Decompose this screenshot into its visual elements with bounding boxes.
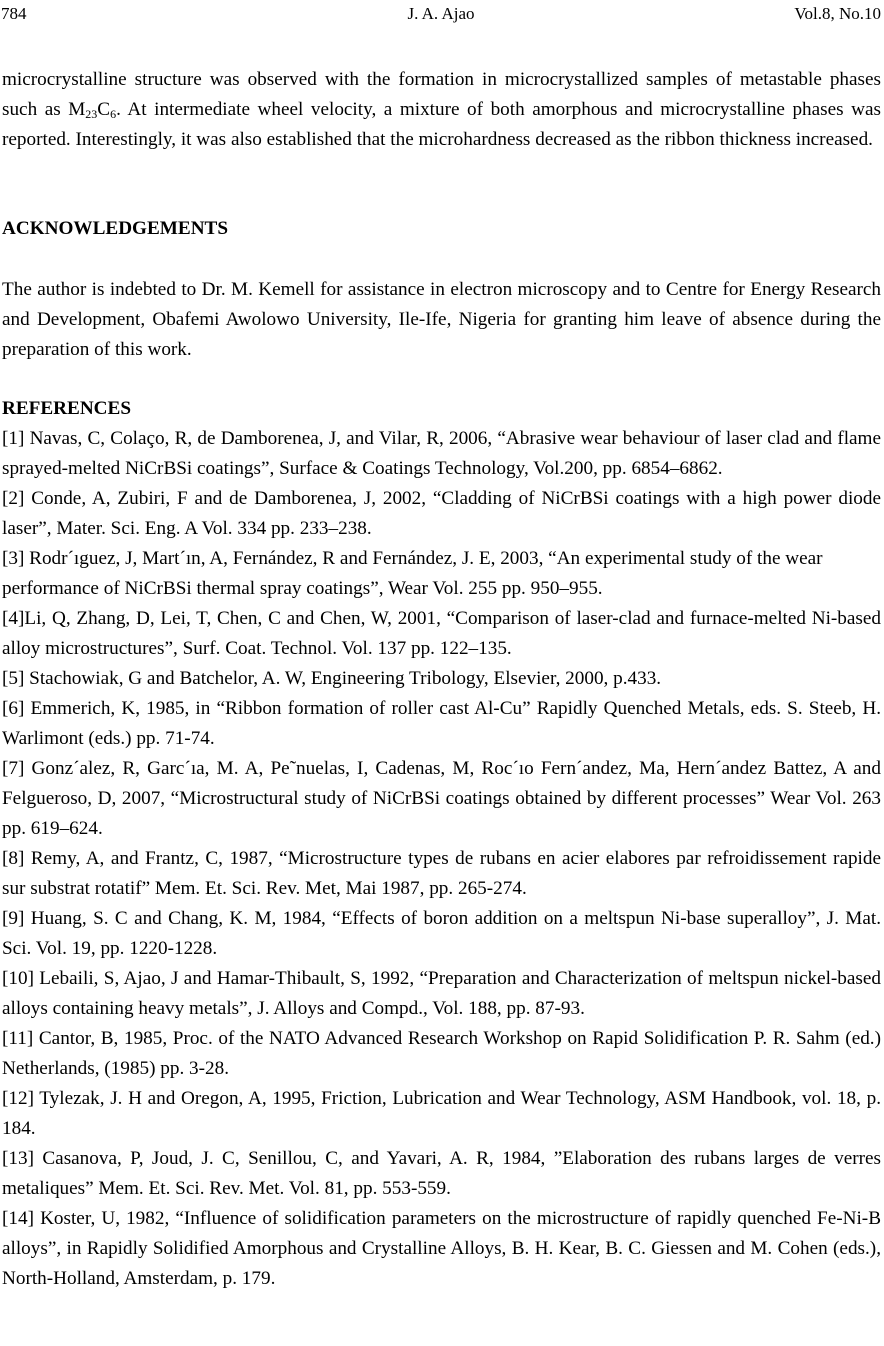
reference-item: [13] Casanova, P, Joud, J. C, Senillou, C, and Yavari, A. R, 1984, ”Elaboration des rubans larges de verres metaliques” Mem. Et. Sci. Rev. Met. Vol. 81, pp. 553-559. xyxy=(2,1148,881,1199)
reference-item: [10] Lebaili, S, Ajao, J and Hamar-Thibault, S, 1992, “Preparation and Characterization of meltspun nickel-based alloys containing heavy metals”, J. Alloys and Compd., Vol. 188, pp. 87-93. xyxy=(2,968,881,1019)
acknowledgements-heading: ACKNOWLEDGEMENTS xyxy=(2,218,229,239)
formula-subscript-6: 6 xyxy=(110,107,117,121)
acknowledgements-body: The author is indebted to Dr. M. Kemell for assistance in electron microscopy and to Centre for Energy Research and Development, Obafemi Awolowo University, Ile-Ife, Nigeria for granting him leave of absence during the preparation of this work. xyxy=(2,279,881,360)
formula-subscript-23: 23 xyxy=(85,107,98,121)
running-author: J. A. Ajao xyxy=(407,4,475,23)
reference-list xyxy=(2,424,881,1294)
references-heading: REFERENCES xyxy=(2,398,132,419)
reference-item: [1] Navas, C, Colaço, R, de Damborenea, J, and Vilar, R, 2006, “Abrasive wear behaviour of laser clad and flame sprayed-melted NiCrBSi coatings”, Surface & Coatings Technology, Vol.200, pp. 6854–6862. xyxy=(2,428,881,479)
reference-item: [9] Huang, S. C and Chang, K. M, 1984, “Effects of boron addition on a meltspun Ni-base superalloy”, J. Mat. Sci. Vol. 19, pp. 1220-1228. xyxy=(2,908,881,959)
conclusion-paragraph xyxy=(2,65,881,155)
reference-item: [8] Remy, A, and Frantz, C, 1987, “Microstructure types de rubans en acier elabores par refroidissement rapide sur substrat rotatif” Mem. Et. Sci. Rev. Met, Mai 1987, pp. 265-274. xyxy=(2,848,881,899)
conclusion-text-1: microcrystalline structure was observed with the formation in microcrystallized samples of metastable phases such as M xyxy=(2,69,881,120)
running-header xyxy=(1,2,881,26)
reference-item: [7] Gonz´alez, R, Garc´ıa, M. A, Pe˜nuelas, I, Cadenas, M, Roc´ıo Fern´andez, Ma, Hern´andez Battez, A and Felgueroso, D, 2007, “Microstructural study of NiCrBSi coatings obtained by different processes” Wear Vol. 263 pp. 619–624. xyxy=(2,758,881,839)
formula-carbon: C xyxy=(97,99,111,120)
journal-volume: Vol.8, No.10 xyxy=(794,4,881,23)
reference-item: [3] Rodr´ıguez, J, Mart´ın, A, Fernández, R and Fernández, J. E, 2003, “An experimental study of the wear performance of NiCrBSi thermal spray coatings”, Wear Vol. 255 pp. 950–955. xyxy=(2,548,823,599)
reference-item: [6] Emmerich, K, 1985, in “Ribbon formation of roller cast Al-Cu” Rapidly Quenched Metals, eds. S. Steeb, H. Warlimont (eds.) pp. 71-74. xyxy=(2,698,881,749)
reference-item: [5] Stachowiak, G and Batchelor, A. W, Engineering Tribology, Elsevier, 2000, p.433. xyxy=(2,668,662,689)
page-number: 784 xyxy=(1,4,27,23)
conclusion-text-2: . At intermediate wheel velocity, a mixture of both amorphous and microcrystalline phases was reported. Interestingly, it was also established that the microhardness decreased as the ribbon thickness increased. xyxy=(2,99,881,150)
reference-item: [12] Tylezak, J. H and Oregon, A, 1995, Friction, Lubrication and Wear Technology, ASM Handbook, vol. 18, p. 184. xyxy=(2,1088,881,1139)
reference-item: [14] Koster, U, 1982, “Influence of solidification parameters on the microstructure of rapidly quenched Fe-Ni-B alloys”, in Rapidly Solidified Amorphous and Crystalline Alloys, B. H. Kear, B. C. Giessen and M. Cohen (eds.), North-Holland, Amsterdam, p. 179. xyxy=(2,1208,881,1289)
reference-item: [2] Conde, A, Zubiri, F and de Damborenea, J, 2002, “Cladding of NiCrBSi coatings with a high power diode laser”, Mater. Sci. Eng. A Vol. 334 pp. 233–238. xyxy=(2,488,881,539)
reference-item: [11] Cantor, B, 1985, Proc. of the NATO Advanced Research Workshop on Rapid Solidification P. R. Sahm (ed.) Netherlands, (1985) pp. 3-28. xyxy=(2,1028,881,1079)
reference-item: [4]Li, Q, Zhang, D, Lei, T, Chen, C and Chen, W, 2001, “Comparison of laser-clad and furnace-melted Ni-based alloy microstructures”, Surf. Coat. Technol. Vol. 137 pp. 122–135. xyxy=(2,608,881,659)
